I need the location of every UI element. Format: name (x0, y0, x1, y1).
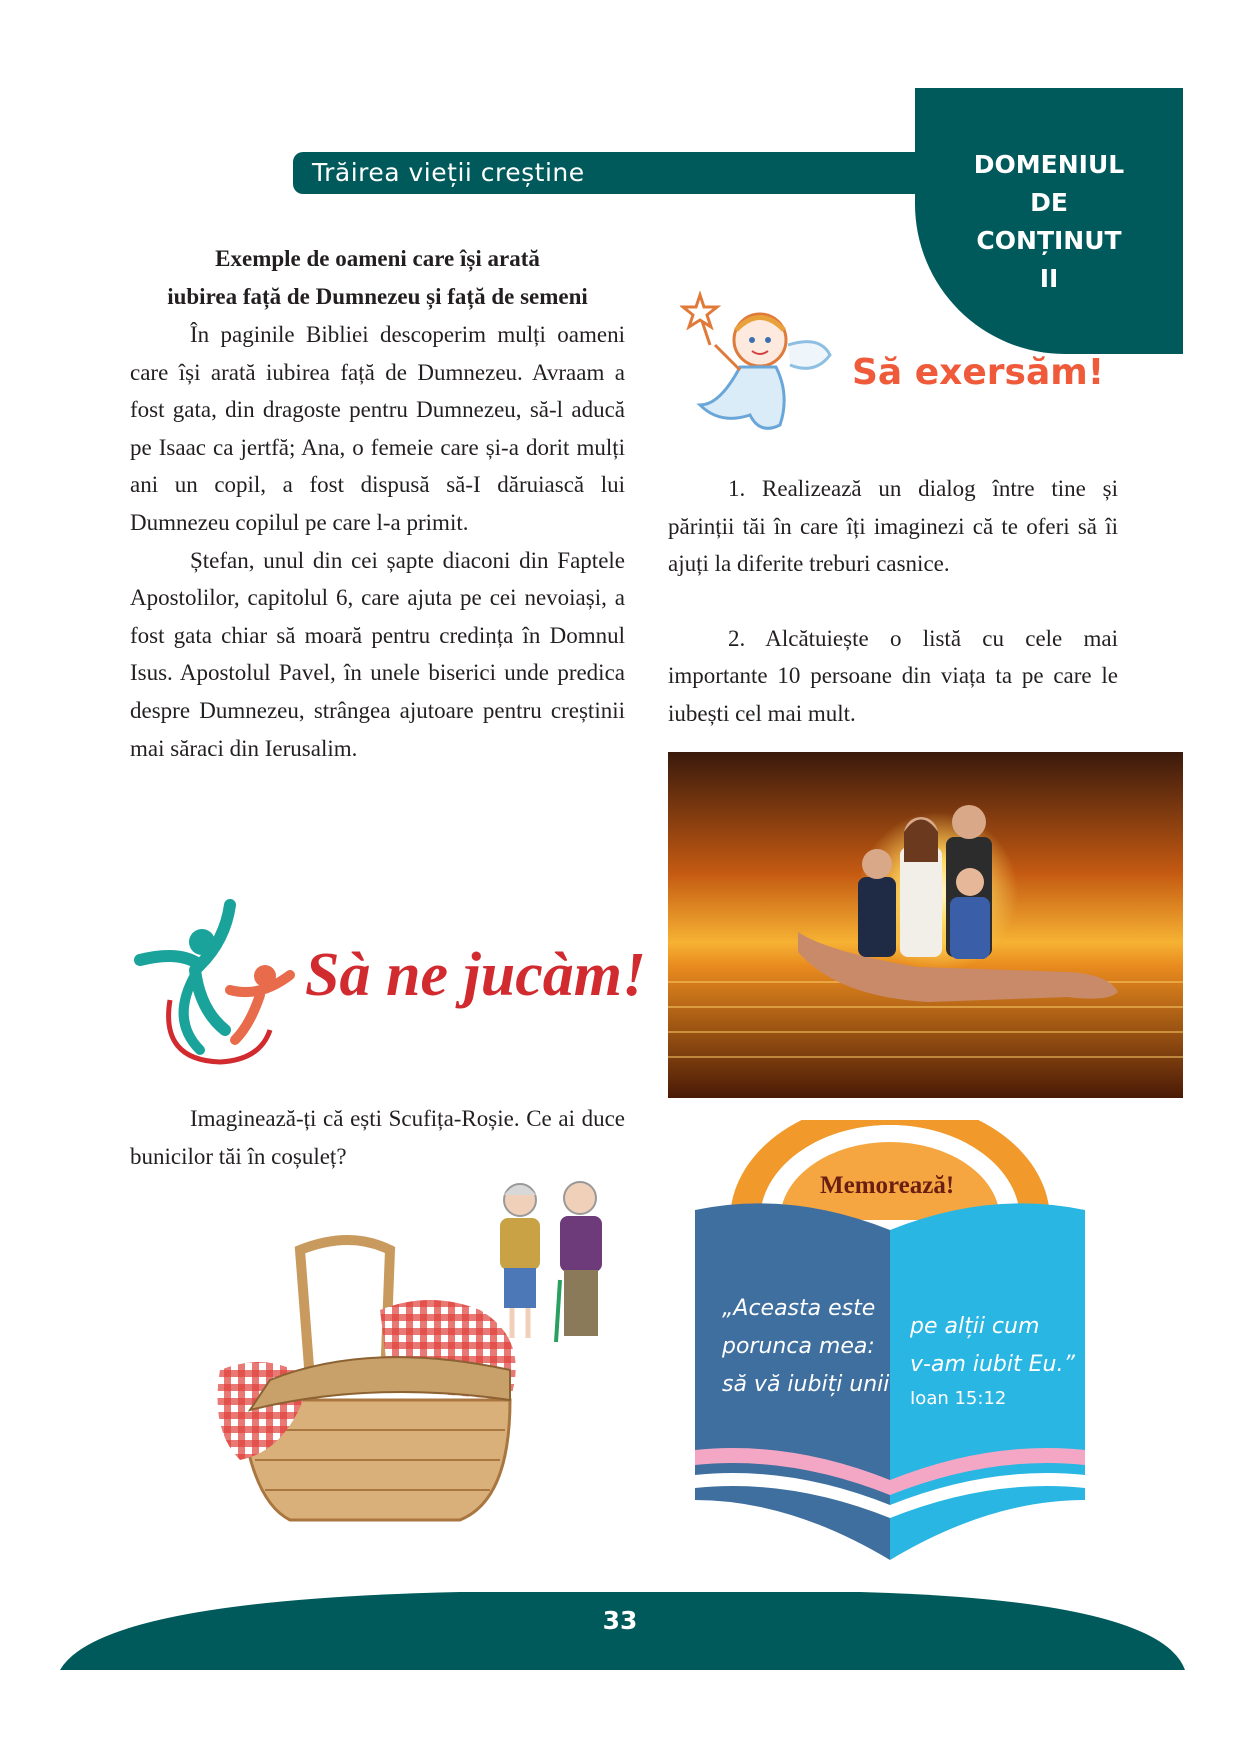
domain-line: II (1039, 264, 1059, 293)
quote-line: să vă iubiți unii (722, 1372, 890, 1397)
exercise-item-2: 2. Alcătuiește o listă cu cele mai importante 10 persoane din viața ta pe care le iubești cel mai mult. (668, 625, 1118, 726)
quote-right (910, 1308, 1080, 1414)
section-title: Trăirea vieții creștine (312, 158, 585, 187)
article-paragraph-1: În paginile Bibliei descoperim mulți oameni care își arată iubirea față de Dumnezeu. Avraam a fost gata, din dragoste pentru Dumnezeu, să-l aducă pe Isaac ca jertfă; Ana, o femeie care și-a dorit mulți ani un copil, a fost dispusă să-I dăruiască lui Dumnezeu copilul pe care l-a primit. (130, 322, 625, 535)
article-heading (130, 240, 625, 316)
exercise-title: Să exersăm! (852, 352, 1105, 393)
exercise-item-1: 1. Realizează un dialog între tine și părinții tăi în care îți imaginezi că te oferi să îi ajuți la diferite treburi casnice. (668, 476, 1118, 577)
quote-line: pe alții cum (910, 1314, 1040, 1339)
play-prompt-block (130, 1100, 625, 1175)
play-prompt: Imaginează-ți că ești Scufița-Roșie. Ce ai duce bunicilor tăi în coșuleț? (130, 1106, 625, 1169)
play-logo (130, 880, 310, 1070)
article-heading-line1: Exemple de oameni care își arată (215, 246, 540, 271)
article-body (130, 316, 625, 767)
article-paragraph-2: Ștefan, unul din cei șapte diaconi din Faptele Apostolilor, capitolul 6, care ajuta pe cei nevoiași, a fost gata chiar să moară pentru credința în Domnul Isus. Apostolul Pavel, în unele biserici unde predica despre Dumnezeu, strângea ajutoare pentru creștinii mai săraci din Ierusalim. (130, 547, 625, 761)
article-heading-line2: iubirea față de Dumnezeu și față de semeni (167, 284, 588, 309)
page-number: 33 (602, 1606, 638, 1635)
domain-line: CONȚINUT (976, 226, 1122, 255)
angel-illustration (680, 285, 840, 445)
domain-line: DE (1030, 188, 1068, 217)
domain-tab (915, 88, 1183, 354)
domain-line: DOMENIUL (973, 150, 1125, 179)
quote-line: „Aceasta este (722, 1296, 876, 1321)
quote-reference: Ioan 15:12 (910, 1388, 1007, 1409)
exercise-list (668, 470, 1118, 733)
quote-line: porunca mea: (722, 1334, 875, 1359)
quote-left (722, 1290, 897, 1404)
family-in-hand-photo (668, 752, 1183, 1098)
memorize-label: Memorează! (820, 1172, 955, 1199)
quote-line: v-am iubit Eu.” (910, 1352, 1075, 1377)
play-title: Sà ne jucàm! (305, 941, 647, 1009)
grandparents-illustration (490, 1170, 620, 1350)
